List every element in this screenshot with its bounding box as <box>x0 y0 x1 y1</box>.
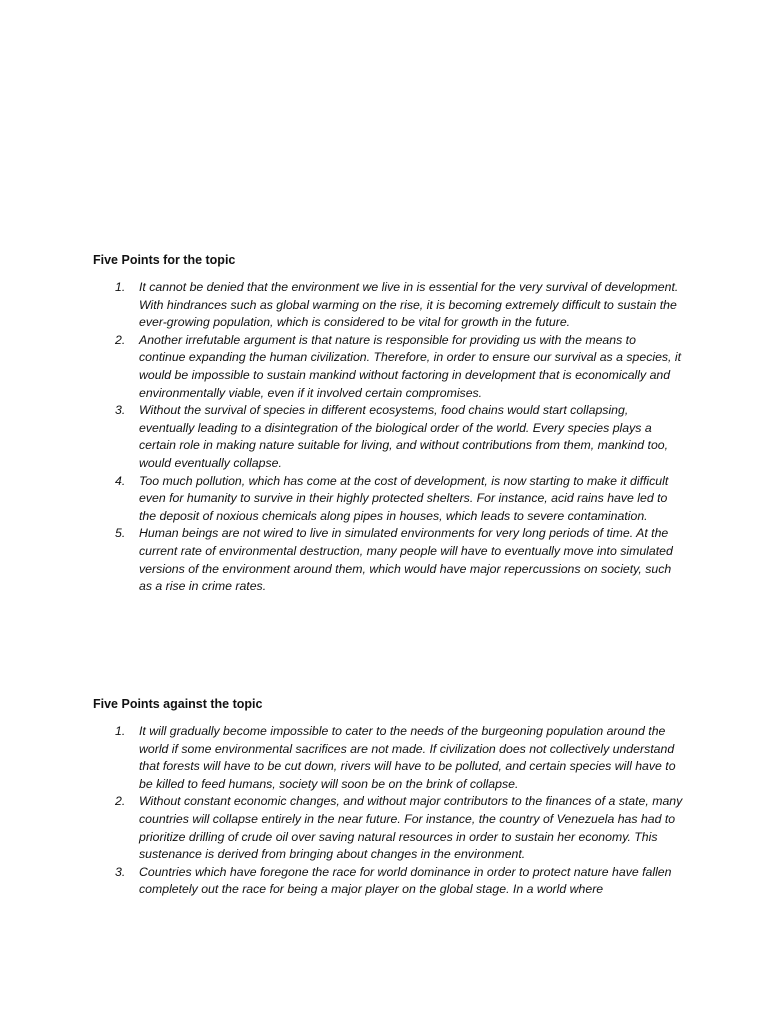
item-text: Countries which have foregone the race for world dominance in order to protect nature have fallen completely out the race for being a major player on the global stage. In a world where <box>139 864 672 897</box>
list-item <box>93 864 683 899</box>
list-item <box>93 279 683 332</box>
item-text: Without constant economic changes, and without major contributors to the finances of a state, many countries will collapse entirely in the near future. For instance, the country of Venezuela has had to prioritize drilling of crude oil over saving natural resources in order to sustain her economy. This sustenance is derived from bringing about changes in the environment. <box>139 794 683 862</box>
list-item <box>93 723 683 793</box>
list-item <box>93 402 683 472</box>
item-number: 2. <box>115 332 126 347</box>
points-list-for <box>93 279 683 596</box>
list-item <box>93 473 683 526</box>
item-text: Another irrefutable argument is that nature is responsible for providing us with the means to continue expanding the human civilization. Therefore, in order to ensure our survival as a species, it would be impossible to sustain mankind without factoring in development that is economically and environmentally viable, even if it involved certain compromises. <box>139 332 682 400</box>
list-item <box>93 525 683 595</box>
item-number: 3. <box>115 403 126 418</box>
item-text: It cannot be denied that the environment we live in is essential for the very survival of development. With hindrances such as global warming on the rise, it is becoming extremely difficult to sustain the ever-growing population, which is considered to be vital for growth in the future. <box>139 280 679 330</box>
item-number: 2. <box>115 794 126 809</box>
item-number: 4. <box>115 473 126 488</box>
points-list-against <box>93 723 683 899</box>
item-number: 3. <box>115 864 126 879</box>
item-text: Without the survival of species in different ecosystems, food chains would start collapsing, eventually leading to a disintegration of the biological order of the world. Every species plays a certain role in making nature suitable for living, and without contributions from them, mankind too, would eventually collapse. <box>139 403 669 470</box>
section-heading-against: Five Points against the topic <box>93 697 263 711</box>
list-item <box>93 332 683 402</box>
item-number: 5. <box>115 526 126 541</box>
list-item <box>93 793 683 863</box>
item-text: It will gradually become impossible to cater to the needs of the burgeoning population around the world if some environmental sacrifices are not made. If civilization does not collectively understand that forests will have to be cut down, rivers will have to be polluted, and certain species will have to be killed to feed humans, society will soon be on the brink of collapse. <box>139 724 676 791</box>
item-number: 1. <box>115 724 126 738</box>
section-heading-for: Five Points for the topic <box>93 253 236 267</box>
item-text: Too much pollution, which has come at the cost of development, is now starting to make it difficult even for humanity to survive in their highly protected shelters. For instance, acid rains have led to the deposit of noxious chemicals along pipes in houses, which leads to severe contamination. <box>139 473 669 523</box>
section-for-topic <box>93 251 683 596</box>
section-against-topic <box>93 695 683 899</box>
item-text: Human beings are not wired to live in simulated environments for very long periods of time. At the current rate of environmental destruction, many people will have to eventually move into simulated versions of the environment around them, which would have major repercussions on society, such as a rise in crime rates. <box>139 526 673 594</box>
item-number: 1. <box>115 280 126 294</box>
